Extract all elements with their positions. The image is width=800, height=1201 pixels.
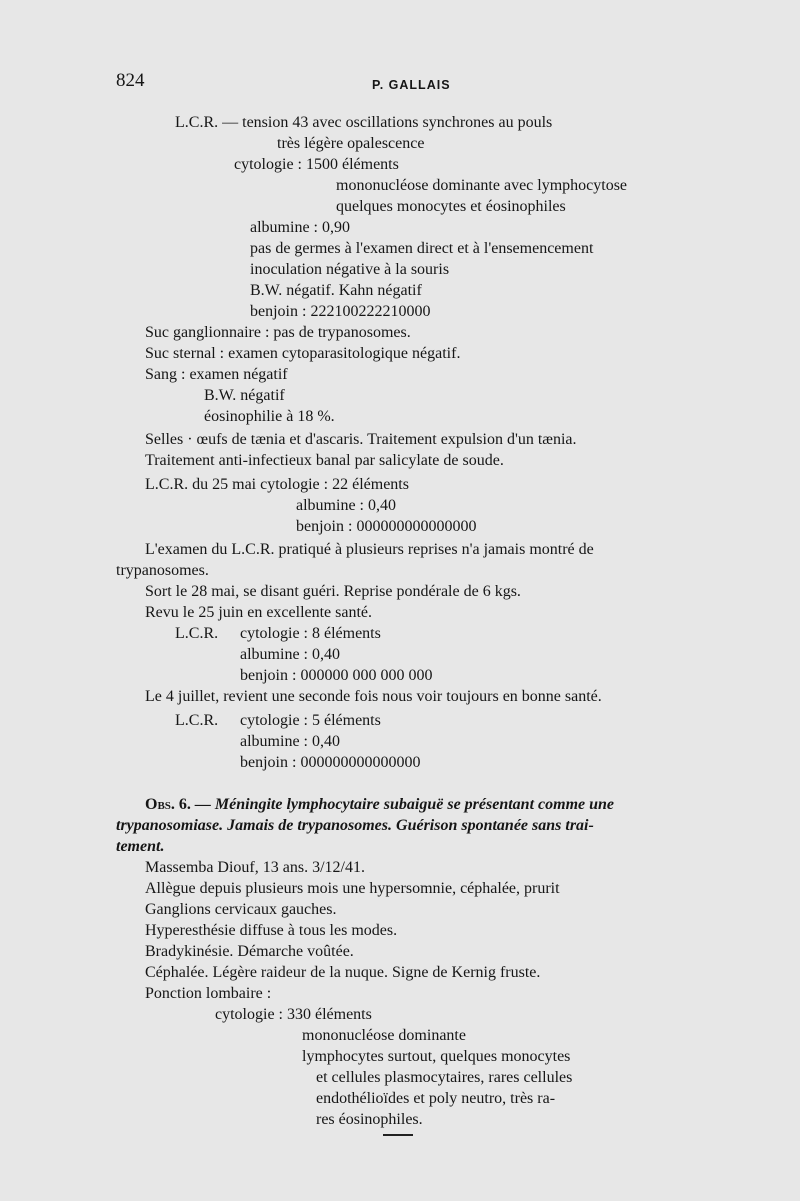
lcr-juin-cytologie: cytologie : 8 éléments (240, 625, 381, 642)
sort-line: Sort le 28 mai, se disant guéri. Reprise pondérale de 6 kgs. (145, 583, 521, 600)
selles-line: Selles · œufs de tænia et d'ascaris. Traitement expulsion d'un tænia. (145, 431, 577, 448)
page-number: 824 (116, 70, 145, 91)
lcr-albumine-line: albumine : 0,90 (250, 219, 350, 236)
lcr-opalescence-line: très légère opalescence (277, 135, 425, 152)
lcr-bw-line: B.W. négatif. Kahn négatif (250, 282, 422, 299)
running-header-author: P. GALLAIS (372, 78, 451, 92)
sang-line: Sang : examen négatif (145, 366, 288, 383)
examen-paragraph-line1: L'examen du L.C.R. pratiqué à plusieurs reprises n'a jamais montré de (145, 541, 594, 558)
ponction-lymphocytes: lymphocytes surtout, quelques monocytes (302, 1048, 571, 1065)
allegue-line: Allègue depuis plusieurs mois une hypersomnie, céphalée, prurit (145, 880, 560, 897)
patient-line: Massemba Diouf, 13 ans. 3/12/41. (145, 859, 365, 876)
bradykinesie-line: Bradykinésie. Démarche voûtée. (145, 943, 354, 960)
examen-paragraph-line2: trypanosomes. (116, 562, 209, 579)
lcr-juin-label: L.C.R. (175, 625, 219, 642)
revu-line: Revu le 25 juin en excellente santé. (145, 604, 373, 621)
lcr-tension-line: L.C.R. — tension 43 avec oscillations synchrones au pouls (175, 114, 553, 131)
lcr-juin-benjoin: benjoin : 000000 000 000 000 (240, 667, 433, 684)
lcr-benjoin-line: benjoin : 222100222210000 (250, 303, 431, 320)
cephalee-line: Céphalée. Légère raideur de la nuque. Signe de Kernig fruste. (145, 964, 541, 981)
suc-ganglionnaire-line: Suc ganglionnaire : pas de trypanosomes. (145, 324, 411, 341)
lcr-germes-line: pas de germes à l'examen direct et à l'ensemencement (250, 240, 594, 257)
sang-bw-line: B.W. négatif (204, 387, 285, 404)
traitement-line: Traitement anti-infectieux banal par salicylate de soude. (145, 452, 504, 469)
lcr-inoculation-line: inoculation négative à la souris (250, 261, 450, 278)
obs6-label: Obs. 6. (145, 796, 191, 813)
lcr-juillet-albumine: albumine : 0,40 (240, 733, 340, 750)
suc-sternal-line: Suc sternal : examen cytoparasitologique négatif. (145, 345, 461, 362)
lcr-mononucleose-line: mononucléose dominante avec lymphocytose (336, 177, 628, 194)
ganglions-line: Ganglions cervicaux gauches. (145, 901, 337, 918)
sang-eosinophilie-line: éosinophilie à 18 %. (204, 408, 335, 425)
obs6-title-line1: — Méningite lymphocytaire subaiguë se présentant comme une (194, 796, 615, 813)
ponction-endothelioides: endothélioïdes et poly neutro, très ra- (316, 1090, 556, 1107)
ponction-title: Ponction lombaire : (145, 985, 272, 1002)
obs6-title-line3: tement. (116, 838, 165, 855)
ponction-cellules: et cellules plasmocytaires, rares cellules (316, 1069, 573, 1086)
lcr-monocytes-line: quelques monocytes et éosinophiles (336, 198, 566, 215)
lcr-juin-albumine: albumine : 0,40 (240, 646, 340, 663)
lcr-25-mai-albumine: albumine : 0,40 (296, 497, 396, 514)
obs6-heading (145, 795, 614, 815)
end-dash-divider (383, 1134, 413, 1136)
ponction-eosinophiles: res éosinophiles. (316, 1111, 423, 1128)
hyperesthesie-line: Hyperesthésie diffuse à tous les modes. (145, 922, 398, 939)
ponction-cytologie: cytologie : 330 éléments (215, 1006, 372, 1023)
ponction-mononucleose: mononucléose dominante (302, 1027, 466, 1044)
lcr-25-mai-line: L.C.R. du 25 mai cytologie : 22 éléments (145, 476, 409, 493)
lcr-juillet-cytologie: cytologie : 5 éléments (240, 712, 381, 729)
juillet-line: Le 4 juillet, revient une seconde fois nous voir toujours en bonne santé. (145, 688, 602, 705)
lcr-25-mai-benjoin: benjoin : 000000000000000 (296, 518, 477, 535)
lcr-juillet-label: L.C.R. (175, 712, 219, 729)
lcr-juillet-benjoin: benjoin : 000000000000000 (240, 754, 421, 771)
obs6-title-line2: trypanosomiase. Jamais de trypanosomes. Guérison spontanée sans trai- (116, 817, 594, 834)
lcr-cytologie-line: cytologie : 1500 éléments (234, 156, 399, 173)
